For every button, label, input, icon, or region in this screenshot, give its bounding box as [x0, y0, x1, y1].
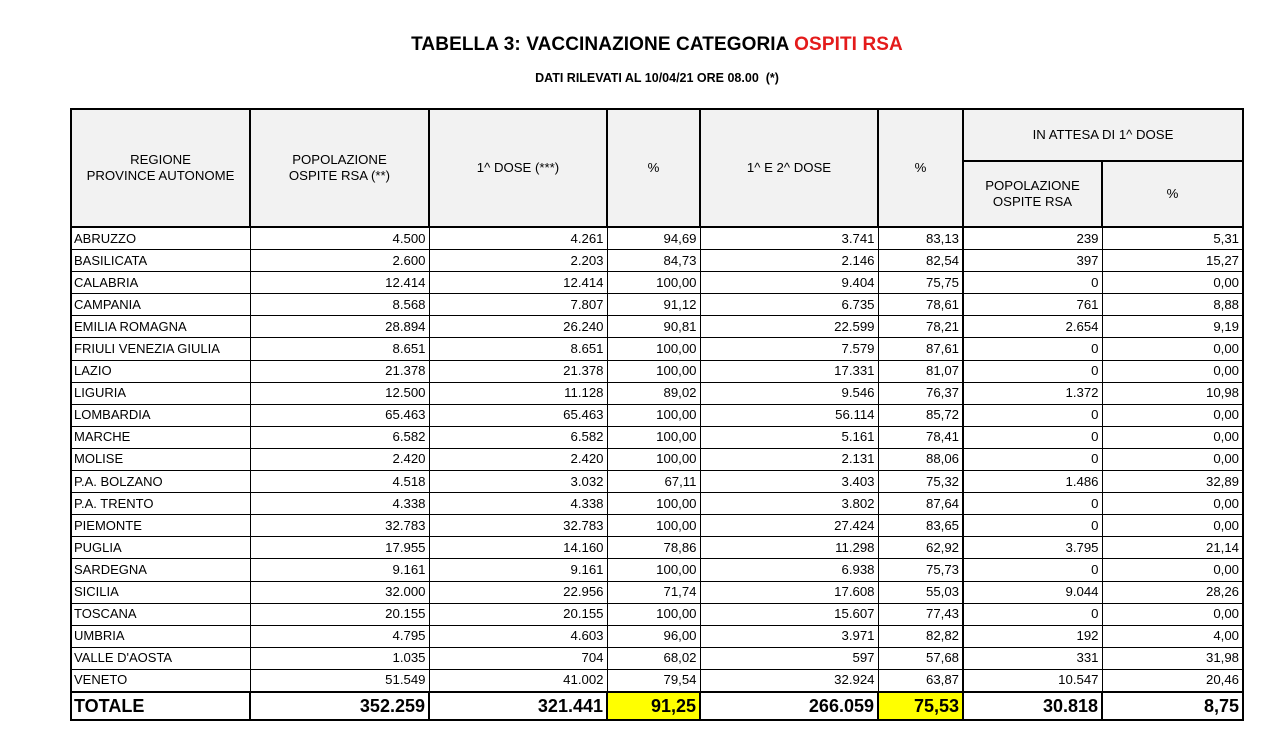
- population-cell: 51.549: [250, 669, 429, 692]
- dose12-cell: 56.114: [700, 404, 878, 426]
- pct1-cell: 100,00: [607, 404, 700, 426]
- dose1-cell: 41.002: [429, 669, 607, 692]
- table-body: [71, 227, 1243, 692]
- pct2-cell: 85,72: [878, 404, 963, 426]
- dose12-cell: 2.146: [700, 250, 878, 272]
- waiting-population-cell: 0: [963, 338, 1102, 360]
- total-population: 352.259: [250, 692, 429, 720]
- pct2-cell: 62,92: [878, 537, 963, 559]
- waiting-population-cell: 1.486: [963, 471, 1102, 493]
- dose1-cell: 11.128: [429, 382, 607, 404]
- dose12-cell: 32.924: [700, 669, 878, 692]
- pct1-cell: 91,12: [607, 294, 700, 316]
- population-cell: 4.500: [250, 227, 429, 250]
- pct2-cell: 78,61: [878, 294, 963, 316]
- dose1-cell: 6.582: [429, 426, 607, 448]
- pct2-cell: 83,13: [878, 227, 963, 250]
- dose1-cell: 4.603: [429, 625, 607, 647]
- dose12-cell: 2.131: [700, 448, 878, 470]
- waiting-population-cell: 0: [963, 426, 1102, 448]
- vaccination-table: [70, 108, 1244, 721]
- population-cell: 32.000: [250, 581, 429, 603]
- table-row: [71, 493, 1243, 515]
- waiting-pct-cell: 0,00: [1102, 493, 1243, 515]
- population-cell: 21.378: [250, 360, 429, 382]
- pct2-cell: 78,21: [878, 316, 963, 338]
- region-cell: CAMPANIA: [71, 294, 250, 316]
- dose12-cell: 5.161: [700, 426, 878, 448]
- population-cell: 12.500: [250, 382, 429, 404]
- table-row: [71, 294, 1243, 316]
- header-waiting: IN ATTESA DI 1^ DOSE: [963, 109, 1243, 161]
- waiting-population-cell: 3.795: [963, 537, 1102, 559]
- waiting-population-cell: 0: [963, 448, 1102, 470]
- waiting-population-cell: 2.654: [963, 316, 1102, 338]
- pct1-cell: 79,54: [607, 669, 700, 692]
- waiting-pct-cell: 9,19: [1102, 316, 1243, 338]
- pct1-cell: 100,00: [607, 360, 700, 382]
- population-cell: 12.414: [250, 272, 429, 294]
- pct1-cell: 100,00: [607, 448, 700, 470]
- population-cell: 20.155: [250, 603, 429, 625]
- table-row: [71, 382, 1243, 404]
- region-cell: UMBRIA: [71, 625, 250, 647]
- pct1-cell: 90,81: [607, 316, 700, 338]
- table-row: [71, 316, 1243, 338]
- dose12-cell: 9.546: [700, 382, 878, 404]
- pct1-cell: 100,00: [607, 515, 700, 537]
- pct1-cell: 100,00: [607, 603, 700, 625]
- dose1-cell: 2.203: [429, 250, 607, 272]
- pct2-cell: 57,68: [878, 647, 963, 669]
- population-cell: 65.463: [250, 404, 429, 426]
- table-row: [71, 603, 1243, 625]
- waiting-population-cell: 0: [963, 515, 1102, 537]
- table-row: [71, 404, 1243, 426]
- pct2-cell: 75,32: [878, 471, 963, 493]
- page-subtitle: DATI RILEVATI AL 10/04/21 ORE 08.00 (*): [535, 71, 779, 85]
- pct2-cell: 82,82: [878, 625, 963, 647]
- population-cell: 4.795: [250, 625, 429, 647]
- pct1-cell: 100,00: [607, 272, 700, 294]
- pct2-cell: 75,73: [878, 559, 963, 581]
- table-row: [71, 471, 1243, 493]
- dose1-cell: 65.463: [429, 404, 607, 426]
- pct1-cell: 96,00: [607, 625, 700, 647]
- dose12-cell: 3.741: [700, 227, 878, 250]
- table-row: [71, 625, 1243, 647]
- dose1-cell: 7.807: [429, 294, 607, 316]
- region-cell: SARDEGNA: [71, 559, 250, 581]
- waiting-pct-cell: 0,00: [1102, 426, 1243, 448]
- dose12-cell: 17.608: [700, 581, 878, 603]
- table-row: [71, 559, 1243, 581]
- pct2-cell: 87,61: [878, 338, 963, 360]
- table-row: [71, 426, 1243, 448]
- region-cell: BASILICATA: [71, 250, 250, 272]
- pct2-cell: 83,65: [878, 515, 963, 537]
- pct2-cell: 81,07: [878, 360, 963, 382]
- table-row: [71, 360, 1243, 382]
- region-cell: EMILIA ROMAGNA: [71, 316, 250, 338]
- total-waiting-pct: 8,75: [1102, 692, 1243, 720]
- table-row: [71, 448, 1243, 470]
- waiting-population-cell: 1.372: [963, 382, 1102, 404]
- waiting-pct-cell: 0,00: [1102, 272, 1243, 294]
- pct1-cell: 100,00: [607, 559, 700, 581]
- total-waiting-population: 30.818: [963, 692, 1102, 720]
- dose12-cell: 6.938: [700, 559, 878, 581]
- pct2-cell: 77,43: [878, 603, 963, 625]
- waiting-pct-cell: 0,00: [1102, 448, 1243, 470]
- pct2-cell: 87,64: [878, 493, 963, 515]
- population-cell: 8.651: [250, 338, 429, 360]
- region-cell: P.A. BOLZANO: [71, 471, 250, 493]
- region-cell: VENETO: [71, 669, 250, 692]
- waiting-population-cell: 239: [963, 227, 1102, 250]
- total-pct2: 75,53: [878, 692, 963, 720]
- region-cell: MOLISE: [71, 448, 250, 470]
- header-population: POPOLAZIONE OSPITE RSA (**): [250, 109, 429, 227]
- region-cell: CALABRIA: [71, 272, 250, 294]
- dose1-cell: 21.378: [429, 360, 607, 382]
- population-cell: 17.955: [250, 537, 429, 559]
- dose12-cell: 15.607: [700, 603, 878, 625]
- dose1-cell: 22.956: [429, 581, 607, 603]
- total-dose12: 266.059: [700, 692, 878, 720]
- dose1-cell: 26.240: [429, 316, 607, 338]
- table-row: [71, 647, 1243, 669]
- region-cell: VALLE D'AOSTA: [71, 647, 250, 669]
- dose1-cell: 704: [429, 647, 607, 669]
- waiting-pct-cell: 0,00: [1102, 404, 1243, 426]
- region-cell: MARCHE: [71, 426, 250, 448]
- dose12-cell: 3.802: [700, 493, 878, 515]
- pct1-cell: 100,00: [607, 338, 700, 360]
- total-label: TOTALE: [71, 692, 250, 720]
- region-cell: LOMBARDIA: [71, 404, 250, 426]
- table-row: [71, 227, 1243, 250]
- title-highlight: OSPITI RSA: [794, 34, 903, 55]
- waiting-pct-cell: 31,98: [1102, 647, 1243, 669]
- waiting-population-cell: 331: [963, 647, 1102, 669]
- pct1-cell: 100,00: [607, 426, 700, 448]
- table-row: [71, 581, 1243, 603]
- dose12-cell: 22.599: [700, 316, 878, 338]
- waiting-pct-cell: 20,46: [1102, 669, 1243, 692]
- table-row: [71, 669, 1243, 692]
- population-cell: 4.338: [250, 493, 429, 515]
- header-region: REGIONE PROVINCE AUTONOME: [71, 109, 250, 227]
- population-cell: 2.600: [250, 250, 429, 272]
- region-cell: P.A. TRENTO: [71, 493, 250, 515]
- region-cell: PUGLIA: [71, 537, 250, 559]
- dose12-cell: 3.971: [700, 625, 878, 647]
- pct1-cell: 78,86: [607, 537, 700, 559]
- waiting-population-cell: 9.044: [963, 581, 1102, 603]
- pct1-cell: 84,73: [607, 250, 700, 272]
- table-row: [71, 250, 1243, 272]
- dose12-cell: 17.331: [700, 360, 878, 382]
- waiting-population-cell: 0: [963, 493, 1102, 515]
- waiting-pct-cell: 21,14: [1102, 537, 1243, 559]
- dose1-cell: 20.155: [429, 603, 607, 625]
- table-row: [71, 338, 1243, 360]
- total-pct1: 91,25: [607, 692, 700, 720]
- region-cell: LAZIO: [71, 360, 250, 382]
- pct2-cell: 55,03: [878, 581, 963, 603]
- population-cell: 4.518: [250, 471, 429, 493]
- waiting-pct-cell: 28,26: [1102, 581, 1243, 603]
- table-row: [71, 537, 1243, 559]
- waiting-pct-cell: 0,00: [1102, 559, 1243, 581]
- population-cell: 1.035: [250, 647, 429, 669]
- region-cell: FRIULI VENEZIA GIULIA: [71, 338, 250, 360]
- population-cell: 9.161: [250, 559, 429, 581]
- waiting-population-cell: 397: [963, 250, 1102, 272]
- waiting-population-cell: 761: [963, 294, 1102, 316]
- waiting-population-cell: 0: [963, 272, 1102, 294]
- waiting-population-cell: 0: [963, 360, 1102, 382]
- population-cell: 28.894: [250, 316, 429, 338]
- waiting-population-cell: 0: [963, 559, 1102, 581]
- waiting-pct-cell: 0,00: [1102, 338, 1243, 360]
- waiting-pct-cell: 5,31: [1102, 227, 1243, 250]
- pct1-cell: 68,02: [607, 647, 700, 669]
- dose12-cell: 597: [700, 647, 878, 669]
- pct1-cell: 89,02: [607, 382, 700, 404]
- pct2-cell: 82,54: [878, 250, 963, 272]
- pct2-cell: 88,06: [878, 448, 963, 470]
- population-cell: 8.568: [250, 294, 429, 316]
- dose12-cell: 3.403: [700, 471, 878, 493]
- pct2-cell: 76,37: [878, 382, 963, 404]
- total-dose1: 321.441: [429, 692, 607, 720]
- waiting-pct-cell: 0,00: [1102, 360, 1243, 382]
- dose1-cell: 8.651: [429, 338, 607, 360]
- region-cell: SICILIA: [71, 581, 250, 603]
- region-cell: PIEMONTE: [71, 515, 250, 537]
- header-pct2: %: [878, 109, 963, 227]
- page-title: [0, 34, 1280, 56]
- dose1-cell: 9.161: [429, 559, 607, 581]
- dose1-cell: 4.261: [429, 227, 607, 250]
- region-cell: TOSCANA: [71, 603, 250, 625]
- title-prefix: TABELLA 3: VACCINAZIONE CATEGORIA: [411, 34, 795, 55]
- header-dose1: 1^ DOSE (***): [429, 109, 607, 227]
- pct2-cell: 63,87: [878, 669, 963, 692]
- waiting-population-cell: 192: [963, 625, 1102, 647]
- pct2-cell: 75,75: [878, 272, 963, 294]
- dose1-cell: 4.338: [429, 493, 607, 515]
- header-dose12: 1^ E 2^ DOSE: [700, 109, 878, 227]
- dose1-cell: 32.783: [429, 515, 607, 537]
- waiting-pct-cell: 0,00: [1102, 603, 1243, 625]
- pct1-cell: 71,74: [607, 581, 700, 603]
- population-cell: 32.783: [250, 515, 429, 537]
- waiting-population-cell: 0: [963, 404, 1102, 426]
- dose1-cell: 12.414: [429, 272, 607, 294]
- waiting-pct-cell: 32,89: [1102, 471, 1243, 493]
- table-row: [71, 272, 1243, 294]
- dose1-cell: 3.032: [429, 471, 607, 493]
- waiting-pct-cell: 4,00: [1102, 625, 1243, 647]
- region-cell: LIGURIA: [71, 382, 250, 404]
- header-waiting-pct: %: [1102, 161, 1243, 227]
- waiting-population-cell: 0: [963, 603, 1102, 625]
- dose1-cell: 14.160: [429, 537, 607, 559]
- dose12-cell: 11.298: [700, 537, 878, 559]
- table-row: [71, 515, 1243, 537]
- dose12-cell: 7.579: [700, 338, 878, 360]
- population-cell: 2.420: [250, 448, 429, 470]
- header-pct1: %: [607, 109, 700, 227]
- dose12-cell: 27.424: [700, 515, 878, 537]
- waiting-pct-cell: 10,98: [1102, 382, 1243, 404]
- waiting-pct-cell: 15,27: [1102, 250, 1243, 272]
- header-waiting-population: POPOLAZIONE OSPITE RSA: [963, 161, 1102, 227]
- pct2-cell: 78,41: [878, 426, 963, 448]
- pct1-cell: 94,69: [607, 227, 700, 250]
- dose12-cell: 9.404: [700, 272, 878, 294]
- region-cell: ABRUZZO: [71, 227, 250, 250]
- waiting-pct-cell: 8,88: [1102, 294, 1243, 316]
- pct1-cell: 100,00: [607, 493, 700, 515]
- dose1-cell: 2.420: [429, 448, 607, 470]
- total-row: [71, 692, 1243, 720]
- pct1-cell: 67,11: [607, 471, 700, 493]
- dose12-cell: 6.735: [700, 294, 878, 316]
- waiting-population-cell: 10.547: [963, 669, 1102, 692]
- waiting-pct-cell: 0,00: [1102, 515, 1243, 537]
- population-cell: 6.582: [250, 426, 429, 448]
